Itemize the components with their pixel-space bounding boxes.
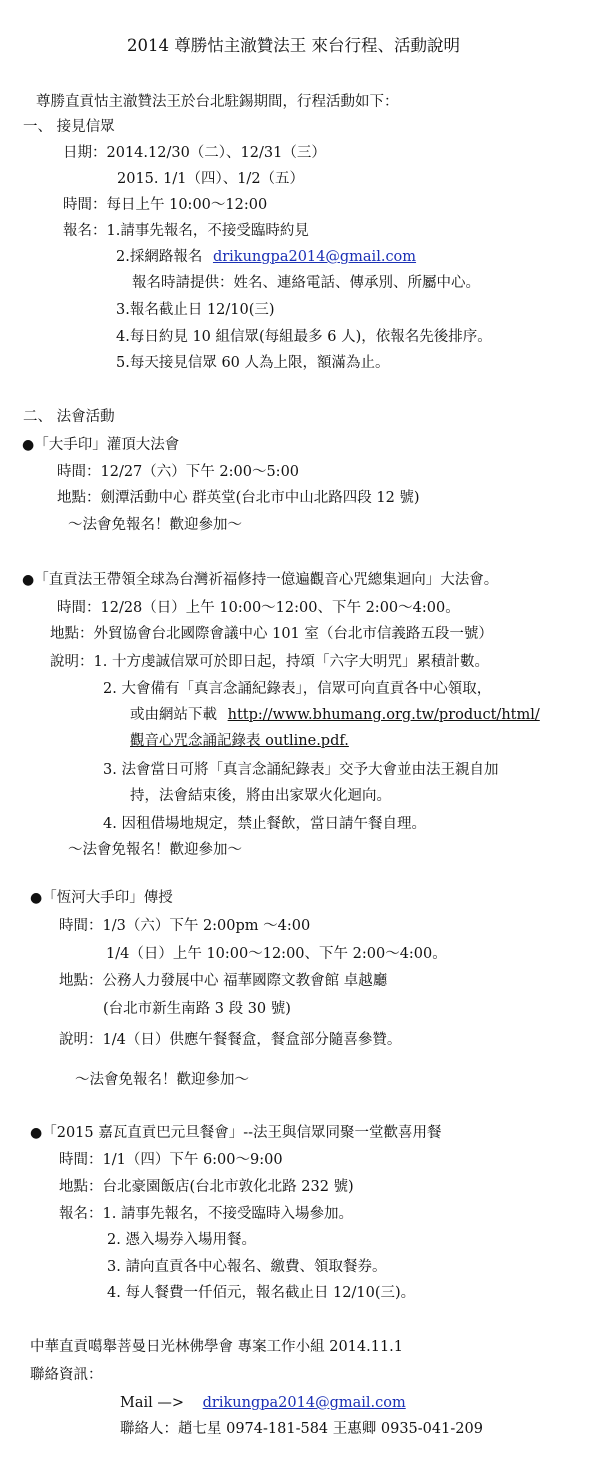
download-url-link-continued[interactable]: 觀音心咒念誦記錄表 outline.pdf.	[130, 733, 349, 749]
event1-name: 「大手印」灌頂大法會	[34, 437, 180, 453]
section1-reg5: 5.每天接見信眾 60 人為上限，額滿為止。	[116, 355, 390, 371]
event3-place1: 地點：公務人力發展中心 福華國際文教會館 卓越廳	[59, 973, 388, 989]
footer-org: 中華直貢噶舉菩曼日光林佛學會 專案工作小組 2014.11.1	[30, 1339, 404, 1355]
event4-reg4: 4. 每人餐費一仟佰元，報名截止日 12/10(三)。	[107, 1285, 416, 1301]
page-title: 2014 尊勝怙主澈贊法王 來台行程、活動說明	[127, 36, 460, 55]
event2-time: 時間：12/28（日）上午 10:00～12:00、下午 2:00～4:00。	[57, 600, 460, 616]
event3-time1: 時間：1/3（六）下午 2:00pm ～4:00	[59, 918, 311, 934]
event2-note2a: 2. 大會備有「真言念誦紀錄表」，信眾可向直貢各中心領取，	[103, 681, 492, 697]
event1-free-note: ～法會免報名！歡迎參加～	[68, 517, 242, 533]
event3-free-note: ～法會免報名！歡迎參加～	[75, 1072, 249, 1088]
footer-mail	[120, 1394, 406, 1412]
mail-label: Mail —>	[120, 1395, 185, 1411]
download-url-link[interactable]: http://www.bhumang.org.tw/product/html/	[227, 707, 540, 723]
section1-reg1: 報名：1.請事先報名，不接受臨時約見	[63, 223, 309, 239]
event4-name: 「2015 嘉瓦直貢巴元旦餐會」--法王與信眾同聚一堂歡喜用餐	[42, 1125, 442, 1141]
event2-note3a: 3. 法會當日可將「真言念誦紀錄表」交予大會並由法王親自加	[103, 762, 499, 778]
event3-time2: 1/4（日）上午 10:00～12:00、下午 2:00～4:00。	[106, 946, 447, 962]
intro-text: 尊勝直貢怙主澈贊法王於台北駐錫期間，行程活動如下：	[36, 94, 399, 110]
event2-place: 地點：外貿協會台北國際會議中心 101 室（台北市信義路五段一號）	[50, 626, 493, 642]
event3-name: 「恆河大手印」傳授	[42, 890, 173, 906]
event4-place: 地點：台北豪園飯店(台北市敦化北路 232 號)	[59, 1179, 354, 1195]
event1-place: 地點：劍潭活動中心 群英堂(台北市中山北路四段 12 號)	[57, 490, 420, 506]
footer-contact-heading: 聯絡資訊：	[30, 1367, 103, 1383]
section1-reg2-note: 報名時請提供：姓名、連絡電話、傳承別、所屬中心。	[132, 275, 480, 291]
event4-reg2: 2. 憑入場券入場用餐。	[107, 1232, 256, 1248]
event2-note3b: 持，法會結束後，將由出家眾火化迴向。	[130, 788, 391, 804]
event4-title	[30, 1124, 442, 1142]
contact-email-link[interactable]: drikungpa2014@gmail.com	[202, 1395, 406, 1411]
bullet-icon: ●	[30, 1125, 43, 1141]
section1-reg4: 4.每日約見 10 組信眾(每組最多 6 人)，依報名先後排序。	[116, 329, 492, 345]
bullet-icon: ●	[30, 890, 43, 906]
event3-title	[30, 889, 173, 907]
event2-free-note: ～法會免報名！歡迎參加～	[68, 842, 242, 858]
section1-reg3: 3.報名截止日 12/10(三)	[116, 302, 275, 318]
event1-time: 時間：12/27（六）下午 2:00～5:00	[57, 464, 300, 480]
section1-time: 時間：每日上午 10:00～12:00	[63, 197, 268, 213]
section1-reg2	[116, 248, 416, 266]
section1-reg2-prefix: 2.採網路報名	[116, 249, 203, 265]
section1-date-line2: 2015. 1/1（四）、1/2（五）	[117, 171, 305, 187]
section1-heading: 一、 接見信眾	[23, 119, 115, 135]
section1-date-line1: 日期：2014.12/30（二）、12/31（三）	[63, 145, 326, 161]
registration-email-link[interactable]: drikungpa2014@gmail.com	[212, 249, 417, 265]
event2-note1: 說明：1. 十方虔誠信眾可於即日起，持頌「六字大明咒」累積計數。	[50, 654, 489, 670]
event2-title	[22, 571, 498, 589]
bullet-icon: ●	[22, 572, 35, 588]
event4-reg1: 報名：1. 請事先報名，不接受臨時入場參加。	[59, 1206, 353, 1222]
event3-place2: (台北市新生南路 3 段 30 號)	[103, 1001, 291, 1017]
event2-note2b-prefix: 或由網站下載	[130, 707, 217, 723]
footer-contacts: 聯絡人：趙七星 0974-181-584 王惠卿 0935-041-209	[120, 1421, 483, 1437]
event3-note: 說明：1/4（日）供應午餐餐盒，餐盒部分隨喜參贊。	[59, 1032, 402, 1048]
event4-time: 時間：1/1（四）下午 6:00～9:00	[59, 1152, 283, 1168]
section2-heading: 二、 法會活動	[23, 409, 115, 425]
bullet-icon: ●	[22, 437, 35, 453]
event2-note4: 4. 因租借場地規定，禁止餐飲，當日請午餐自理。	[103, 816, 426, 832]
event2-name: 「直貢法王帶領全球為台灣祈福修持一億遍觀音心咒總集迴向」大法會。	[34, 572, 499, 588]
event2-note2b	[130, 706, 540, 724]
event4-reg3: 3. 請向直貢各中心報名、繳費、領取餐券。	[107, 1259, 387, 1275]
event1-title	[22, 436, 179, 454]
